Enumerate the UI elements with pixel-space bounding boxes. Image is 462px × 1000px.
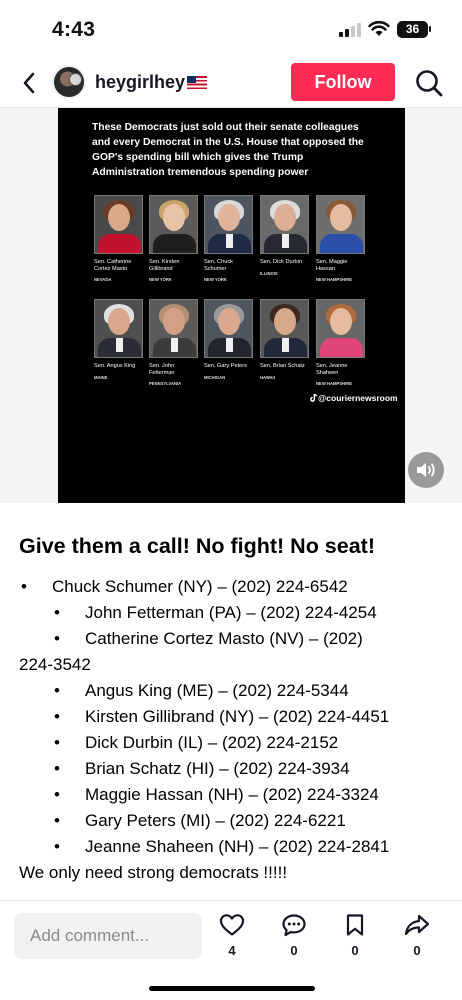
senator-state: NEVADA <box>94 277 112 282</box>
bookmark-icon <box>344 913 366 937</box>
home-indicator <box>149 986 315 991</box>
senator-state: ILLINOIS <box>260 270 278 276</box>
contact-text: Brian Schatz (HI) – (202) 224-3934 <box>85 759 350 778</box>
contact-item <box>19 782 449 808</box>
bullet: • <box>54 759 60 778</box>
contact-text: Chuck Schumer (NY) – (202) 224-6542 <box>52 577 348 596</box>
senator-portrait <box>149 195 198 254</box>
like-count: 4 <box>228 943 236 958</box>
save-button[interactable] <box>335 913 375 958</box>
comment-button[interactable] <box>274 913 314 958</box>
contact-text: Jeanne Shaheen (NH) – (202) 224-2841 <box>85 837 390 856</box>
senator-state: HAWAII <box>260 374 275 380</box>
bullet: • <box>54 811 60 830</box>
contact-item <box>19 574 449 600</box>
senator-portrait <box>260 299 309 358</box>
battery-tip <box>429 26 431 32</box>
watermark <box>309 393 398 403</box>
username[interactable] <box>95 72 207 93</box>
contact-text: Angus King (ME) – (202) 224-5344 <box>85 681 349 700</box>
senator-state: MICHIGAN <box>204 374 226 380</box>
like-button[interactable] <box>212 913 252 958</box>
senator-portrait <box>316 195 365 254</box>
senator-name: Sen. Angus King <box>94 363 136 369</box>
senator-name: Sen. Catherine Cortez Masto <box>94 259 132 272</box>
comment-input[interactable] <box>14 913 202 959</box>
username-text: heygirlhey <box>95 72 186 92</box>
contact-item <box>19 730 449 756</box>
poster-text: These Democrats just sold out their senate colleagues and every Democrat in the U.S. House that opposed the GOP's spending bill which gives the Trump Administration tremendous spending power <box>92 122 364 178</box>
battery-indicator: 36 <box>397 21 428 38</box>
senator-portrait <box>94 299 143 358</box>
senator-portrait <box>204 299 253 358</box>
share-button[interactable] <box>397 913 437 958</box>
contact-item <box>19 600 449 626</box>
contact-text: Catherine Cortez Masto (NV) – (202) <box>85 629 363 648</box>
bullet: • <box>54 785 60 804</box>
avatar[interactable] <box>52 65 86 99</box>
post-title: Give them a call! No fight! No seat! <box>19 534 375 558</box>
cellular-signal-icon <box>339 23 361 37</box>
back-button[interactable] <box>14 68 44 98</box>
contact-item <box>19 678 449 704</box>
share-arrow-icon <box>403 913 431 937</box>
bullet: • <box>54 837 60 856</box>
senator-name: Sen. John Fetterman <box>149 363 175 376</box>
sound-toggle-button[interactable] <box>408 452 444 488</box>
bullet: • <box>54 629 60 648</box>
contact-item <box>19 834 449 860</box>
senator-portrait <box>149 299 198 358</box>
senator-card <box>149 195 198 282</box>
comment-bubble-icon <box>281 913 307 937</box>
contact-text: Kirsten Gillibrand (NY) – (202) 224-4451 <box>85 707 390 726</box>
senator-card <box>316 299 365 386</box>
post-body <box>19 574 449 886</box>
contact-item <box>19 808 449 834</box>
post-closing: We only need strong democrats !!!!! <box>19 863 288 882</box>
contact-text: John Fetterman (PA) – (202) 224-4254 <box>85 603 377 622</box>
status-time: 4:43 <box>52 18 96 41</box>
comment-count: 0 <box>290 943 298 958</box>
senator-name: Sen. Kirsten Gillibrand <box>149 259 180 272</box>
watermark-text: @couriernewsroom <box>318 393 398 403</box>
senator-card <box>94 195 143 282</box>
speaker-icon <box>415 461 437 479</box>
senator-portrait <box>94 195 143 254</box>
follow-button[interactable]: Follow <box>291 63 395 101</box>
senator-name: Sen. Chuck Schumer <box>204 259 233 272</box>
chevron-left-icon <box>21 71 37 95</box>
senator-card <box>316 195 365 282</box>
contact-text: Gary Peters (MI) – (202) 224-6221 <box>85 811 346 830</box>
senator-state: NEW YORK <box>204 277 227 282</box>
senator-state: NEW HAMPSHIRE <box>316 277 353 282</box>
bullet: • <box>54 707 60 726</box>
senator-name: Sen. Maggie Hassan <box>316 259 348 272</box>
contact-text-continued: 224-3542 <box>19 655 91 674</box>
senator-portrait <box>204 195 253 254</box>
senator-card <box>260 299 309 380</box>
senator-card <box>94 299 143 380</box>
senator-portrait <box>316 299 365 358</box>
contact-item <box>19 626 449 652</box>
senator-state: NEW HAMPSHIRE <box>316 381 353 386</box>
senator-state: NEW YORK <box>149 277 172 282</box>
contact-text: Maggie Hassan (NH) – (202) 224-3324 <box>85 785 379 804</box>
app-header <box>0 60 462 108</box>
contact-item <box>19 704 449 730</box>
contact-item <box>19 756 449 782</box>
senator-state: PENNSYLVANIA <box>149 381 182 386</box>
senator-state: MAINE <box>94 374 108 380</box>
senator-card <box>204 195 253 282</box>
senator-portrait <box>260 195 309 254</box>
share-count: 0 <box>413 943 421 958</box>
senator-card <box>149 299 198 386</box>
wifi-icon <box>368 20 390 37</box>
bullet: • <box>54 603 60 622</box>
us-flag-emoji <box>187 76 207 89</box>
contact-text: Dick Durbin (IL) – (202) 224-2152 <box>85 733 339 752</box>
status-bar <box>0 0 462 60</box>
senator-name: Sen. Jeanne Shaheen <box>316 363 348 376</box>
poster-image <box>58 108 405 503</box>
search-icon[interactable] <box>413 67 445 99</box>
senator-name: Sen. Dick Durbin <box>260 259 302 265</box>
senator-card <box>204 299 253 380</box>
heart-icon <box>219 913 245 937</box>
senator-name: Sen. Brian Schatz <box>260 363 305 369</box>
bullet: • <box>21 577 27 596</box>
bullet: • <box>54 733 60 752</box>
senator-name: Sen. Gary Peters <box>204 363 247 369</box>
post-media[interactable] <box>0 108 462 503</box>
bullet: • <box>54 681 60 700</box>
senator-card <box>260 195 309 276</box>
save-count: 0 <box>351 943 359 958</box>
bottom-action-bar <box>0 900 462 1000</box>
tiktok-logo-icon <box>309 393 318 402</box>
